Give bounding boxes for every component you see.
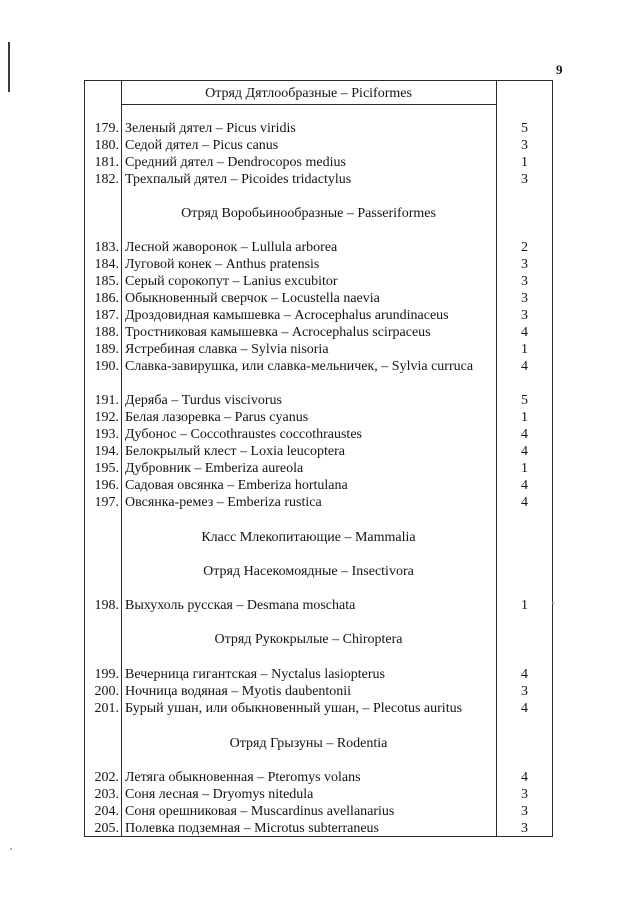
species-name: Славка-завирушка, или славка-мельничек, – Sylvia curruca <box>125 359 474 374</box>
section-heading: Отряд Насекомоядные – Insectivora <box>203 564 414 579</box>
status-count: 3 <box>521 804 528 819</box>
row-number: 202. <box>94 770 119 785</box>
status-count: 3 <box>521 172 528 187</box>
species-name: Белая лазоревка – Parus cyanus <box>125 410 309 425</box>
status-count: 5 <box>521 121 528 136</box>
row-number: 186. <box>94 291 119 306</box>
row-number: 188. <box>94 325 119 340</box>
row-number: 192. <box>94 410 119 425</box>
status-count: 4 <box>521 701 528 716</box>
species-name: Ястребиная славка – Sylvia nisoria <box>125 342 329 357</box>
row-number: 205. <box>94 821 119 836</box>
status-count: 3 <box>521 257 528 272</box>
status-count: 1 <box>521 461 528 476</box>
status-count: 3 <box>521 308 528 323</box>
section-heading: Отряд Воробьинообразные – Passeriformes <box>181 206 436 221</box>
status-count: 4 <box>521 359 528 374</box>
status-count: 4 <box>521 427 528 442</box>
row-number: 191. <box>94 393 119 408</box>
row-number: 195. <box>94 461 119 476</box>
row-number: 181. <box>94 155 119 170</box>
species-name: Серый сорокопут – Lanius excubitor <box>125 274 338 289</box>
row-number: 198. <box>94 598 119 613</box>
species-name: Выхухоль русская – Desmana moschata <box>125 598 356 613</box>
scan-speck <box>552 602 554 604</box>
status-count: 3 <box>521 291 528 306</box>
species-name: Соня лесная – Dryomys nitedula <box>125 787 314 802</box>
species-name: Обыкновенный сверчок – Locustella naevia <box>125 291 380 306</box>
status-count: 1 <box>521 598 528 613</box>
status-count: 4 <box>521 478 528 493</box>
status-count: 1 <box>521 155 528 170</box>
species-name: Бурый ушан, или обыкновенный ушан, – Plecotus auritus <box>125 701 463 716</box>
species-name: Садовая овсянка – Emberiza hortulana <box>125 478 348 493</box>
status-count: 2 <box>521 240 528 255</box>
species-name: Дубровник – Emberiza aureola <box>125 461 304 476</box>
species-name: Овсянка-ремез – Emberiza rustica <box>125 495 322 510</box>
section-heading: Отряд Рукокрылые – Chiroptera <box>214 632 403 647</box>
species-name: Тростниковая камышевка – Acrocephalus scirpaceus <box>125 325 431 340</box>
status-count: 1 <box>521 410 528 425</box>
row-number: 179. <box>94 121 119 136</box>
section-heading: Отряд Дятлообразные – Piciformes <box>205 86 412 101</box>
row-number: 184. <box>94 257 119 272</box>
status-count: 4 <box>521 667 528 682</box>
status-count: 1 <box>521 342 528 357</box>
row-number: 201. <box>94 701 119 716</box>
scan-speck <box>10 848 12 850</box>
status-count: 4 <box>521 444 528 459</box>
status-count: 3 <box>521 274 528 289</box>
row-number: 189. <box>94 342 119 357</box>
row-number: 200. <box>94 684 119 699</box>
species-name: Зеленый дятел – Picus viridis <box>125 121 296 136</box>
row-number: 203. <box>94 787 119 802</box>
row-number: 196. <box>94 478 119 493</box>
class-heading: Класс Млекопитающие – Mammalia <box>201 530 416 545</box>
species-name: Дубонос – Coccothraustes coccothraustes <box>125 427 362 442</box>
table-header-line <box>121 104 496 105</box>
row-number: 197. <box>94 495 119 510</box>
page-number: 9 <box>556 62 563 77</box>
status-count: 3 <box>521 138 528 153</box>
row-number: 204. <box>94 804 119 819</box>
species-name: Лесной жаворонок – Lullula arborea <box>125 240 338 255</box>
row-number: 199. <box>94 667 119 682</box>
status-count: 3 <box>521 787 528 802</box>
status-count: 4 <box>521 495 528 510</box>
species-name: Луговой конек – Anthus pratensis <box>125 257 320 272</box>
species-name: Седой дятел – Picus canus <box>125 138 279 153</box>
row-number: 185. <box>94 274 119 289</box>
species-name: Полевка подземная – Microtus subterraneus <box>125 821 379 836</box>
status-count: 3 <box>521 684 528 699</box>
row-number: 190. <box>94 359 119 374</box>
status-count: 3 <box>521 821 528 836</box>
row-number: 180. <box>94 138 119 153</box>
species-name: Средний дятел – Dendrocopos medius <box>125 155 346 170</box>
table-divider-number <box>121 80 122 837</box>
species-name: Белокрылый клест – Loxia leucoptera <box>125 444 345 459</box>
status-count: 4 <box>521 325 528 340</box>
species-name: Дроздовидная камышевка – Acrocephalus arundinaceus <box>125 308 449 323</box>
row-number: 194. <box>94 444 119 459</box>
row-number: 183. <box>94 240 119 255</box>
species-name: Трехпалый дятел – Picoides tridactylus <box>125 172 352 187</box>
status-count: 5 <box>521 393 528 408</box>
row-number: 187. <box>94 308 119 323</box>
margin-mark <box>8 42 10 92</box>
species-name: Вечерница гигантская – Nyctalus lasiopterus <box>125 667 385 682</box>
section-heading: Отряд Грызуны – Rodentia <box>229 736 388 751</box>
species-name: Соня орешниковая – Muscardinus avellanarius <box>125 804 395 819</box>
row-number: 182. <box>94 172 119 187</box>
species-name: Летяга обыкновенная – Pteromys volans <box>125 770 361 785</box>
species-name: Деряба – Turdus viscivorus <box>125 393 282 408</box>
row-number: 193. <box>94 427 119 442</box>
status-count: 4 <box>521 770 528 785</box>
species-name: Ночница водяная – Myotis daubentonii <box>125 684 352 699</box>
